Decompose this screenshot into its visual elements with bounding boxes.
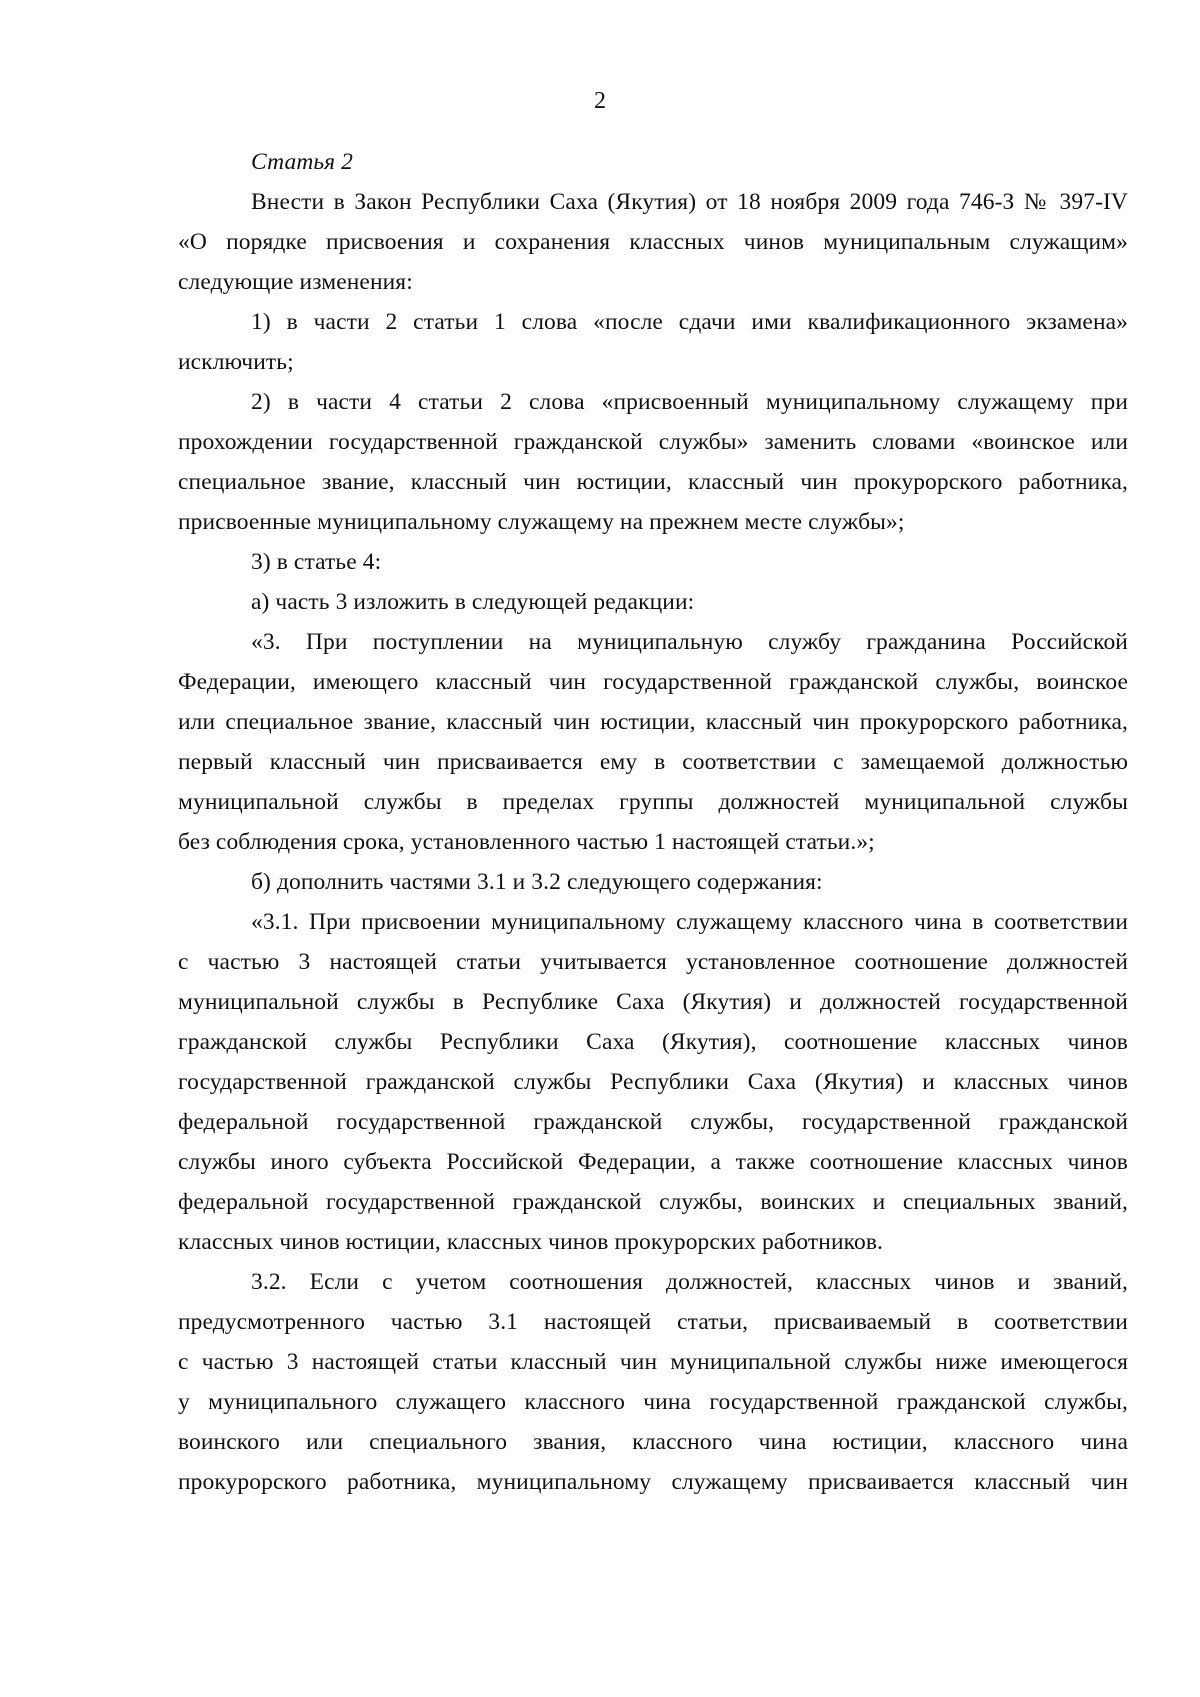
text-line: «3. При поступлении на муниципальную службу гражданина Российской <box>251 629 1128 655</box>
paragraph-item-1 <box>178 302 1128 382</box>
text-line: 3.2. Если с учетом соотношения должностей, классных чинов и званий, <box>251 1269 1128 1295</box>
text-line: классных чинов юстиции, классных чинов прокурорских работников. <box>178 1229 883 1255</box>
text-line: «О порядке присвоения и сохранения классных чинов муниципальным служащим» <box>178 229 1128 255</box>
text-line: Внести в Закон Республики Саха (Якутия) от 18 ноября 2009 года 746-З № 397-IV <box>251 189 1128 215</box>
text-line: с частью 3 настоящей статьи учитывается установленное соотношение должностей <box>178 949 1128 975</box>
text-line: Федерации, имеющего классный чин государственной гражданской службы, воинское <box>178 669 1128 695</box>
page-number: 2 <box>594 88 606 114</box>
text-line: а) часть 3 изложить в следующей редакции: <box>251 589 695 615</box>
document-body <box>178 142 1128 1502</box>
text-line: муниципальной службы в Республике Саха (Якутия) и должностей государственной <box>178 989 1128 1015</box>
text-line: федеральной государственной гражданской службы, государственной гражданской <box>178 1109 1128 1135</box>
paragraph-item-2 <box>178 382 1128 542</box>
text-line: федеральной государственной гражданской службы, воинских и специальных званий, <box>178 1189 1128 1215</box>
text-line: 2) в части 4 статьи 2 слова «присвоенный муниципальному служащему при <box>251 389 1128 415</box>
text-line: или специальное звание, классный чин юстиции, классный чин прокурорского работника, <box>178 709 1128 735</box>
paragraph-item-3b <box>178 862 1128 902</box>
text-line: гражданской службы Республики Саха (Якутия), соотношение классных чинов <box>178 1029 1128 1055</box>
text-line: специальное звание, классный чин юстиции, классный чин прокурорского работника, <box>178 469 1128 495</box>
paragraph-part-3-2 <box>178 1262 1128 1502</box>
paragraph-part-3-1 <box>178 902 1128 1262</box>
text-line: присвоенные муниципальному служащему на прежнем месте службы»; <box>178 509 905 535</box>
text-line: исключить; <box>178 349 294 375</box>
text-line: государственной гражданской службы Республики Саха (Якутия) и классных чинов <box>178 1069 1128 1095</box>
text-line: «3.1. При присвоении муниципальному служащему классного чина в соответствии <box>251 909 1128 935</box>
text-line: 1) в части 2 статьи 1 слова «после сдачи ими квалификационного экзамена» <box>251 309 1128 335</box>
text-line: с частью 3 настоящей статьи классный чин муниципальной службы ниже имеющегося <box>178 1349 1128 1375</box>
text-line: 3) в статье 4: <box>251 549 382 575</box>
text-line: прокурорского работника, муниципальному служащему присваивается классный чин <box>178 1469 1128 1495</box>
article-heading: Статья 2 <box>251 149 354 175</box>
text-line: без соблюдения срока, установленного частью 1 настоящей статьи.»; <box>178 829 875 855</box>
text-line: службы иного субъекта Российской Федерации, а также соотношение классных чинов <box>178 1149 1128 1175</box>
text-line: предусмотренного частью 3.1 настоящей статьи, присваиваемый в соответствии <box>178 1309 1128 1335</box>
paragraph-item-3 <box>178 542 1128 582</box>
text-line: первый классный чин присваивается ему в соответствии с замещаемой должностью <box>178 749 1128 775</box>
text-line: у муниципального служащего классного чина государственной гражданской службы, <box>178 1389 1128 1415</box>
paragraph-part-3 <box>178 622 1128 862</box>
text-line: муниципальной службы в пределах группы должностей муниципальной службы <box>178 789 1128 815</box>
paragraph-item-3a <box>178 582 1128 622</box>
text-line: воинского или специального звания, классного чина юстиции, классного чина <box>178 1429 1128 1455</box>
paragraph-intro <box>178 182 1128 302</box>
text-line: прохождении государственной гражданской службы» заменить словами «воинское или <box>178 429 1128 455</box>
text-line: следующие изменения: <box>178 269 413 295</box>
text-line: б) дополнить частями 3.1 и 3.2 следующего содержания: <box>251 869 823 895</box>
